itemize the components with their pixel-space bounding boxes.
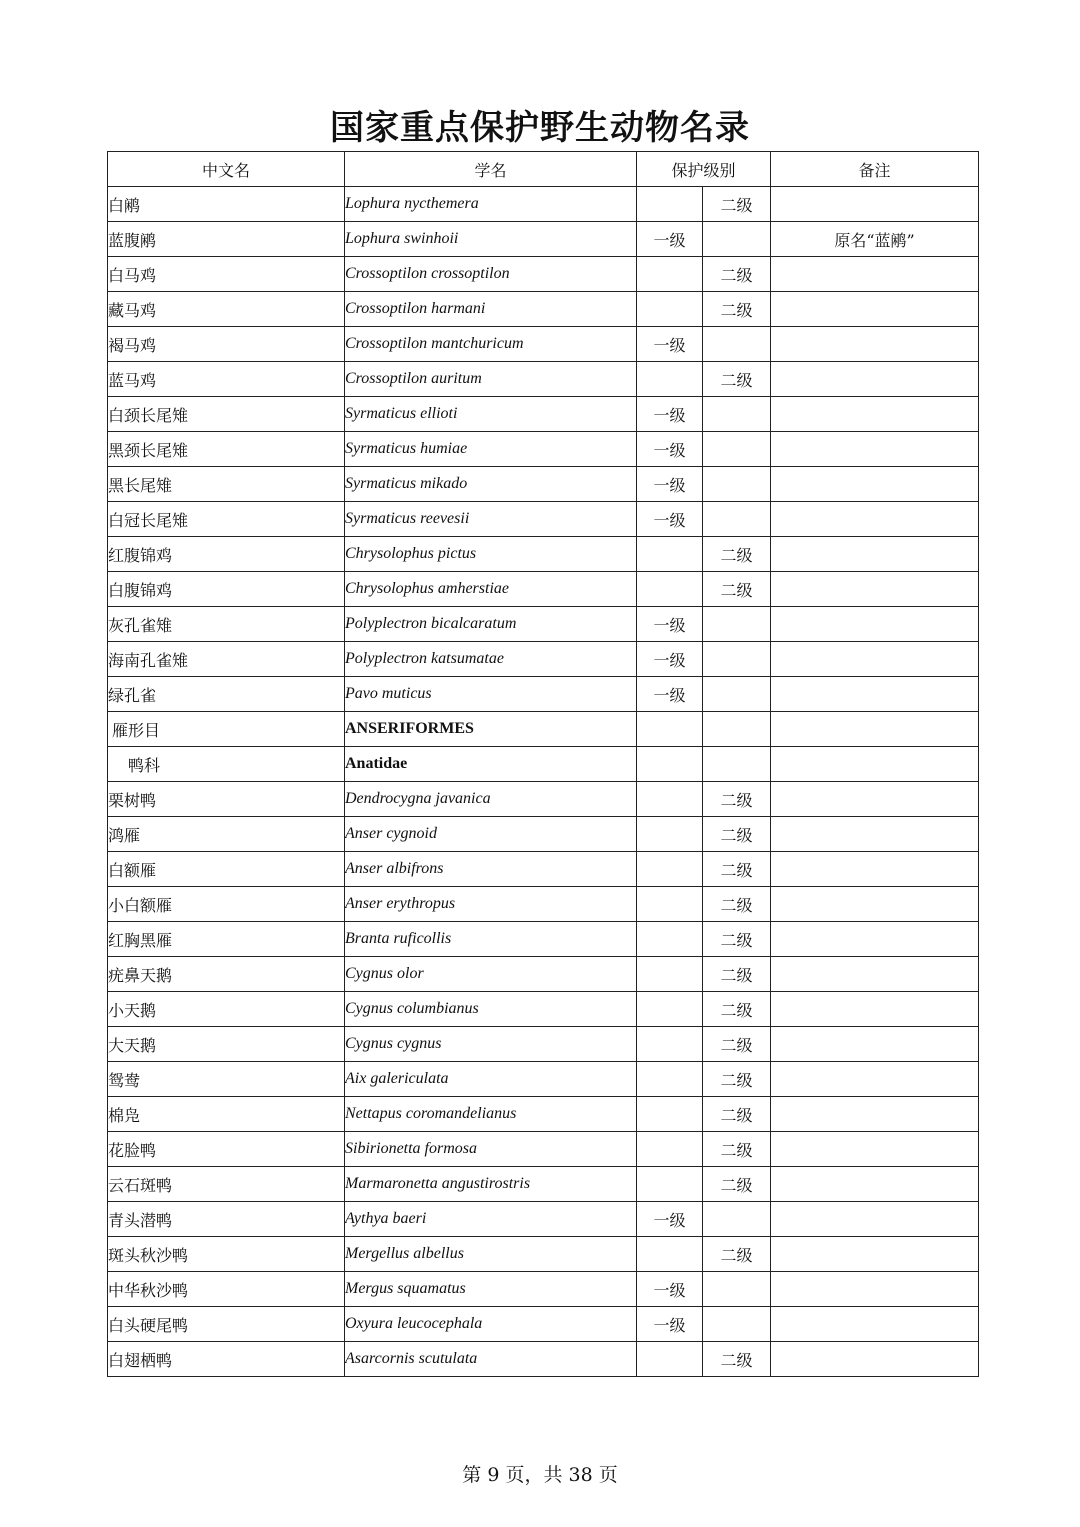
level-two-cell: 二级 [703,957,771,992]
scientific-name-cell: ANSERIFORMES [345,712,637,747]
scientific-name-cell: Nettapus coromandelianus [345,1097,637,1132]
level-two-cell [703,607,771,642]
table-row [108,1097,979,1132]
level-two-cell [703,397,771,432]
page-title: 国家重点保护野生动物名录 [330,108,750,148]
level-one-cell: 一级 [637,1202,703,1237]
chinese-name-cell: 大天鹅 [108,1027,345,1062]
level-one-cell [637,1132,703,1167]
table-row [108,1062,979,1097]
level-two-cell: 二级 [703,362,771,397]
level-two-cell: 二级 [703,1167,771,1202]
chinese-name-cell: 云石斑鸭 [108,1167,345,1202]
table-row [108,747,979,782]
scientific-name-cell: Pavo muticus [345,677,637,712]
table-row [108,1237,979,1272]
level-one-cell [637,1097,703,1132]
level-one-cell: 一级 [637,1307,703,1342]
table-row [108,1132,979,1167]
chinese-name-cell: 白马鸡 [108,257,345,292]
table-row [108,187,979,222]
chinese-name-cell: 红胸黑雁 [108,922,345,957]
level-one-cell [637,992,703,1027]
table-row [108,782,979,817]
chinese-name-cell: 黑长尾雉 [108,467,345,502]
table-row [108,1272,979,1307]
table-row [108,887,979,922]
chinese-name-cell: 斑头秋沙鸭 [108,1237,345,1272]
chinese-name-cell: 蓝腹鹇 [108,222,345,257]
table-row [108,607,979,642]
table-header-row [108,152,979,187]
chinese-name-cell: 疣鼻天鹅 [108,957,345,992]
level-one-cell [637,1027,703,1062]
chinese-name-cell: 白鹇 [108,187,345,222]
scientific-name-cell: Chrysolophus amherstiae [345,572,637,607]
level-two-cell: 二级 [703,292,771,327]
table-row [108,1027,979,1062]
remarks-cell [771,1027,979,1062]
level-two-cell: 二级 [703,922,771,957]
level-two-cell: 二级 [703,1342,771,1377]
scientific-name-cell: Anser cygnoid [345,817,637,852]
level-two-cell: 二级 [703,537,771,572]
chinese-name-cell: 绿孔雀 [108,677,345,712]
remarks-cell [771,817,979,852]
table-row [108,922,979,957]
scientific-name-cell: Anser albifrons [345,852,637,887]
chinese-name-cell: 鸿雁 [108,817,345,852]
chinese-name-cell: 白腹锦鸡 [108,572,345,607]
remarks-cell [771,1307,979,1342]
level-one-cell [637,257,703,292]
remarks-cell [771,292,979,327]
level-one-cell: 一级 [637,432,703,467]
scientific-name-cell: Crossoptilon harmani [345,292,637,327]
chinese-name-cell: 白颈长尾雉 [108,397,345,432]
level-two-cell: 二级 [703,782,771,817]
scientific-name-cell: Mergus squamatus [345,1272,637,1307]
table-row [108,292,979,327]
scientific-name-cell: Aythya baeri [345,1202,637,1237]
header-protection-level: 保护级别 [637,152,771,187]
level-one-cell: 一级 [637,607,703,642]
table-row [108,992,979,1027]
remarks-cell [771,537,979,572]
level-two-cell [703,222,771,257]
level-two-cell [703,712,771,747]
scientific-name-cell: Anatidae [345,747,637,782]
remarks-cell [771,992,979,1027]
scientific-name-cell: Sibirionetta formosa [345,1132,637,1167]
remarks-cell [771,642,979,677]
level-one-cell [637,957,703,992]
remarks-cell [771,1237,979,1272]
remarks-cell [771,327,979,362]
level-one-cell [637,362,703,397]
table-row [108,1167,979,1202]
chinese-name-cell: 小白额雁 [108,887,345,922]
table-row [108,817,979,852]
remarks-cell [771,467,979,502]
remarks-cell [771,712,979,747]
level-one-cell [637,1167,703,1202]
remarks-cell [771,572,979,607]
header-chinese-name: 中文名 [108,152,345,187]
level-two-cell [703,747,771,782]
level-two-cell: 二级 [703,572,771,607]
level-two-cell: 二级 [703,1237,771,1272]
scientific-name-cell: Aix galericulata [345,1062,637,1097]
level-two-cell: 二级 [703,887,771,922]
level-two-cell [703,327,771,362]
table-row [108,572,979,607]
remarks-cell [771,782,979,817]
level-one-cell [637,292,703,327]
scientific-name-cell: Cygnus columbianus [345,992,637,1027]
remarks-cell [771,1272,979,1307]
chinese-name-cell: 雁形目 [108,712,345,747]
level-two-cell: 二级 [703,1062,771,1097]
remarks-cell [771,1202,979,1237]
chinese-name-cell: 青头潜鸭 [108,1202,345,1237]
chinese-name-cell: 栗树鸭 [108,782,345,817]
level-two-cell [703,1307,771,1342]
level-one-cell: 一级 [637,642,703,677]
chinese-name-cell: 白冠长尾雉 [108,502,345,537]
level-one-cell [637,747,703,782]
scientific-name-cell: Polyplectron katsumatae [345,642,637,677]
level-two-cell [703,432,771,467]
scientific-name-cell: Crossoptilon mantchuricum [345,327,637,362]
table-row [108,222,979,257]
level-one-cell: 一级 [637,1272,703,1307]
table-row [108,712,979,747]
level-one-cell [637,852,703,887]
chinese-name-cell: 灰孔雀雉 [108,607,345,642]
chinese-name-cell: 白头硬尾鸭 [108,1307,345,1342]
remarks-cell [771,922,979,957]
chinese-name-cell: 白额雁 [108,852,345,887]
remarks-cell [771,1062,979,1097]
chinese-name-cell: 小天鹅 [108,992,345,1027]
chinese-name-cell: 鸭科 [108,747,345,782]
scientific-name-cell: Mergellus albellus [345,1237,637,1272]
level-one-cell [637,537,703,572]
remarks-cell [771,957,979,992]
level-one-cell [637,572,703,607]
page-footer: 第 9 页，共 38 页 [462,1464,618,1486]
level-one-cell: 一级 [637,502,703,537]
remarks-cell [771,397,979,432]
table-row [108,642,979,677]
table-row [108,327,979,362]
level-one-cell [637,817,703,852]
level-two-cell [703,1272,771,1307]
scientific-name-cell: Syrmaticus ellioti [345,397,637,432]
remarks-cell: 原名“蓝鹇” [771,222,979,257]
level-one-cell: 一级 [637,397,703,432]
level-two-cell [703,677,771,712]
level-two-cell: 二级 [703,817,771,852]
remarks-cell [771,432,979,467]
species-table [107,151,979,1377]
scientific-name-cell: Lophura nycthemera [345,187,637,222]
level-one-cell [637,712,703,747]
scientific-name-cell: Crossoptilon crossoptilon [345,257,637,292]
table-row [108,852,979,887]
scientific-name-cell: Dendrocygna javanica [345,782,637,817]
level-two-cell: 二级 [703,187,771,222]
level-two-cell [703,642,771,677]
remarks-cell [771,502,979,537]
scientific-name-cell: Polyplectron bicalcaratum [345,607,637,642]
level-one-cell [637,887,703,922]
table-row [108,1307,979,1342]
chinese-name-cell: 黑颈长尾雉 [108,432,345,467]
table-row [108,362,979,397]
level-two-cell [703,467,771,502]
table-row [108,432,979,467]
chinese-name-cell: 白翅栖鸭 [108,1342,345,1377]
chinese-name-cell: 藏马鸡 [108,292,345,327]
remarks-cell [771,257,979,292]
level-one-cell: 一级 [637,327,703,362]
scientific-name-cell: Oxyura leucocephala [345,1307,637,1342]
scientific-name-cell: Cygnus olor [345,957,637,992]
table-row [108,1342,979,1377]
table-row [108,1202,979,1237]
level-one-cell [637,922,703,957]
scientific-name-cell: Syrmaticus mikado [345,467,637,502]
table-row [108,957,979,992]
level-two-cell [703,502,771,537]
chinese-name-cell: 棉凫 [108,1097,345,1132]
remarks-cell [771,1097,979,1132]
scientific-name-cell: Crossoptilon auritum [345,362,637,397]
level-one-cell [637,187,703,222]
remarks-cell [771,187,979,222]
table-body [108,187,979,1377]
remarks-cell [771,747,979,782]
table-row [108,257,979,292]
remarks-cell [771,1132,979,1167]
level-one-cell [637,1342,703,1377]
table-row [108,677,979,712]
scientific-name-cell: Lophura swinhoii [345,222,637,257]
chinese-name-cell: 花脸鸭 [108,1132,345,1167]
chinese-name-cell: 蓝马鸡 [108,362,345,397]
header-scientific-name: 学名 [345,152,637,187]
table-row [108,502,979,537]
remarks-cell [771,677,979,712]
remarks-cell [771,887,979,922]
chinese-name-cell: 海南孔雀雉 [108,642,345,677]
chinese-name-cell: 中华秋沙鸭 [108,1272,345,1307]
remarks-cell [771,362,979,397]
chinese-name-cell: 鸳鸯 [108,1062,345,1097]
chinese-name-cell: 红腹锦鸡 [108,537,345,572]
remarks-cell [771,1167,979,1202]
level-one-cell: 一级 [637,467,703,502]
level-one-cell [637,782,703,817]
scientific-name-cell: Anser erythropus [345,887,637,922]
level-one-cell: 一级 [637,677,703,712]
chinese-name-cell: 褐马鸡 [108,327,345,362]
remarks-cell [771,607,979,642]
scientific-name-cell: Syrmaticus humiae [345,432,637,467]
level-two-cell: 二级 [703,257,771,292]
level-one-cell [637,1062,703,1097]
scientific-name-cell: Asarcornis scutulata [345,1342,637,1377]
level-two-cell: 二级 [703,1132,771,1167]
level-one-cell [637,1237,703,1272]
table-row [108,467,979,502]
level-two-cell [703,1202,771,1237]
scientific-name-cell: Chrysolophus pictus [345,537,637,572]
table-row [108,537,979,572]
scientific-name-cell: Branta ruficollis [345,922,637,957]
remarks-cell [771,852,979,887]
header-remarks: 备注 [771,152,979,187]
level-two-cell: 二级 [703,1027,771,1062]
scientific-name-cell: Cygnus cygnus [345,1027,637,1062]
remarks-cell [771,1342,979,1377]
table-row [108,397,979,432]
level-one-cell: 一级 [637,222,703,257]
level-two-cell: 二级 [703,992,771,1027]
level-two-cell: 二级 [703,852,771,887]
scientific-name-cell: Marmaronetta angustirostris [345,1167,637,1202]
scientific-name-cell: Syrmaticus reevesii [345,502,637,537]
level-two-cell: 二级 [703,1097,771,1132]
